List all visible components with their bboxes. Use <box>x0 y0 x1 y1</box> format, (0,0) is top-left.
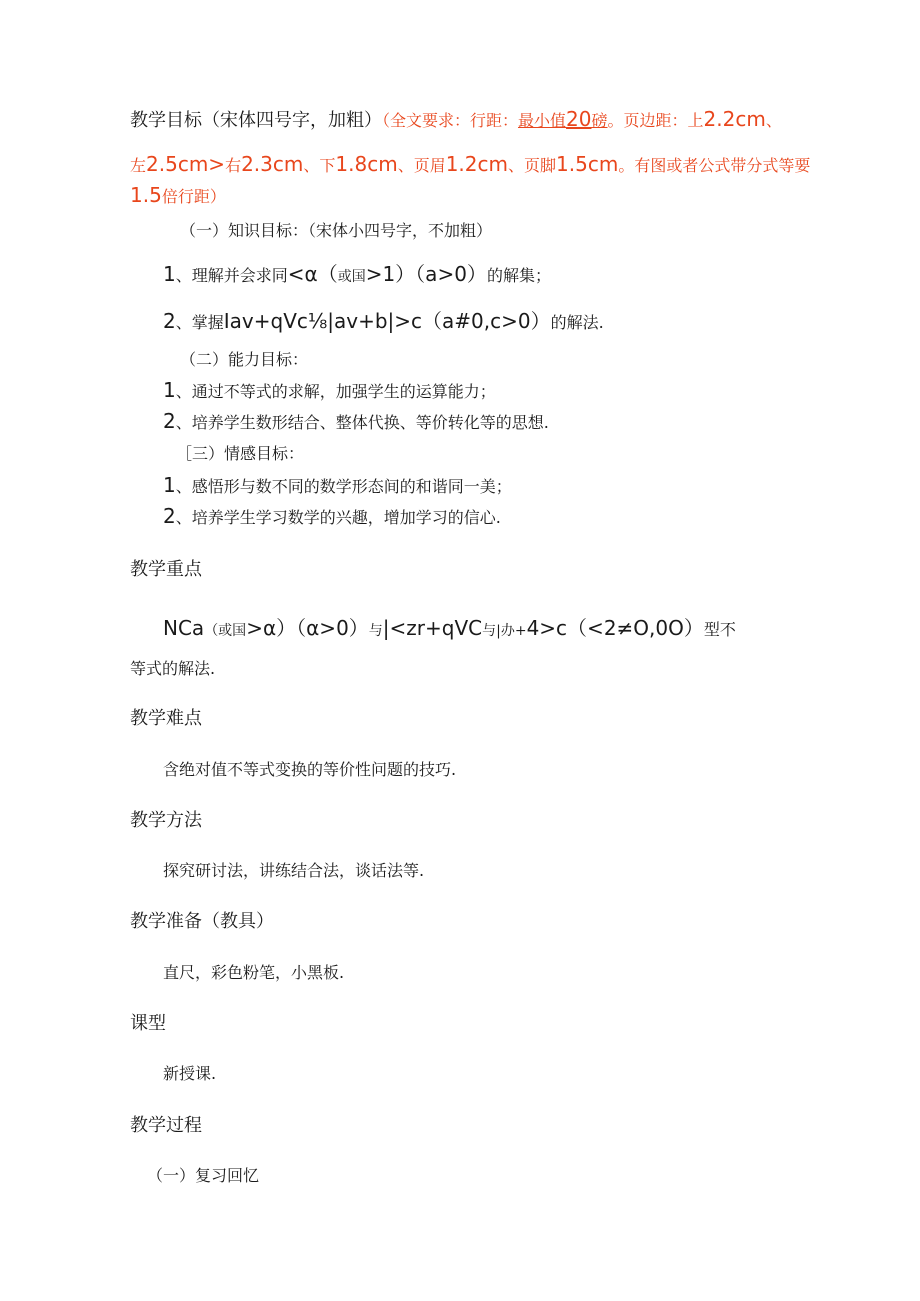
ability-item-1: 1、通过不等式的求解，加强学生的运算能力； <box>163 378 496 402</box>
knowledge-objectives-title: （一）知识目标：（宋体小四号字，不加粗） <box>180 221 493 240</box>
ability-item-2: 2、培养学生数形结合、整体代换、等价转化等的思想. <box>163 409 549 433</box>
knowledge-item-1: 1、理解并会求同<α（或国>1）（a>0）的解集； <box>163 262 551 286</box>
format-requirement: （全文要求：行距：最小值20磅。页边距：上2.2cm、 <box>382 107 782 131</box>
method-title: 教学方法 <box>130 810 202 831</box>
emotion-objectives-title: ［三）情感目标： <box>176 444 305 463</box>
preparation-text: 直尺，彩色粉笔，小黑板. <box>163 963 345 982</box>
format-requirement-line2: 左2.5cm>右2.3cm、下1.8cm、页眉1.2cm、页脚1.5cm。有图或者公式带分式等要 <box>130 152 811 176</box>
difficulty-title: 教学难点 <box>130 708 202 729</box>
difficulty-text: 含绝对值不等式变换的等价性问题的技巧. <box>163 760 457 779</box>
method-text: 探究研讨法，讲练结合法，谈话法等. <box>163 861 425 880</box>
objectives-title-line <box>130 106 782 132</box>
preparation-title: 教学准备（教具） <box>130 911 274 932</box>
objectives-title: 教学目标（宋体四号字，加粗） <box>130 110 382 131</box>
emotion-item-2: 2、培养学生学习数学的兴趣，增加学习的信心. <box>163 504 501 528</box>
key-points-formula-line: NCa（或国>α）（α>0）与|<zr+qVC与|办+4>c（<2≠O,0O）型不 <box>163 616 736 640</box>
lesson-type-title: 课型 <box>130 1013 166 1034</box>
emotion-item-1: 1、感悟形与数不同的数学形态间的和谐同一美； <box>163 473 512 497</box>
key-points-title: 教学重点 <box>130 559 202 580</box>
knowledge-item-2: 2、掌握Iav+qVc⅛|av+b|>c（a#0,c>0）的解法. <box>163 309 604 333</box>
ability-objectives-title: （二）能力目标： <box>180 350 309 369</box>
format-requirement-line3: 1.5倍行距） <box>130 183 226 207</box>
key-points-text: 等式的解法. <box>130 659 216 678</box>
lesson-type-text: 新授课. <box>163 1064 217 1083</box>
process-title: 教学过程 <box>130 1115 202 1136</box>
process-review-heading: （一）复习回忆 <box>147 1166 260 1185</box>
